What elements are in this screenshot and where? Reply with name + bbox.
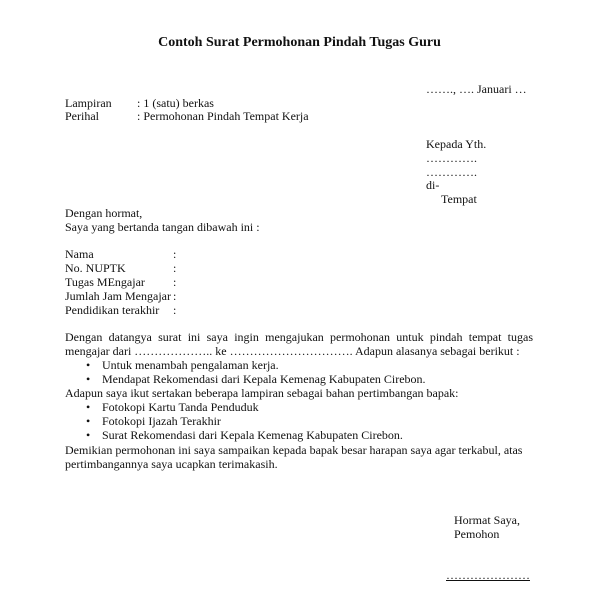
list-item-text: Fotokopi Kartu Tanda Penduduk (102, 400, 259, 414)
field-label: Tugas MEngajar (65, 275, 145, 289)
list-item (86, 358, 426, 372)
list-item (86, 428, 403, 442)
field-row (65, 261, 176, 275)
field-colon: : (173, 275, 177, 289)
meta-label: Perihal (65, 109, 99, 123)
meta-value: : 1 (satu) berkas (137, 96, 214, 110)
bullet-icon: • (86, 358, 91, 372)
list-item-text: Surat Rekomendasi dari Kepala Kemenag Kabupaten Cirebon. (102, 428, 403, 442)
list-item-text: Fotokopi Ijazah Terakhir (102, 414, 221, 428)
recipient-line1: Kepada Yth. (426, 137, 487, 151)
date-line: ……., …. Januari … (426, 82, 527, 96)
list-item-text: Untuk menambah pengalaman kerja. (102, 358, 279, 372)
greeting: Dengan hormat, (65, 206, 143, 220)
field-label: Nama (65, 247, 94, 261)
letter-title: Contoh Surat Permohonan Pindah Tugas Guru (158, 35, 441, 50)
field-colon: : (173, 261, 177, 275)
reasons-list (86, 358, 426, 386)
field-colon: : (173, 289, 177, 303)
list-item (86, 400, 403, 414)
bullet-icon: • (86, 372, 91, 386)
list-item-text: Mendapat Rekomendasi dari Kepala Kemenag Kabupaten Cirebon. (102, 372, 426, 386)
paragraph1-line2: mengajar dari ……………….. ke …………………………. Adapun alasanya sebagai berikut : (65, 344, 520, 358)
field-row (65, 303, 176, 317)
field-label: Jumlah Jam Mengajar (65, 289, 171, 303)
closing-line1: Demikian permohonan ini saya sampaikan kepada bapak besar harapan saya agar terkabul, atas (65, 443, 523, 457)
field-label: No. NUPTK (65, 261, 126, 275)
paragraph1-line1: Dengan datangya surat ini saya ingin mengajukan permohonan untuk pindah tempat tugas (65, 330, 533, 344)
field-label: Pendidikan terakhir (65, 303, 160, 317)
bullet-icon: • (86, 400, 91, 414)
meta-value: : Permohonan Pindah Tempat Kerja (137, 109, 309, 123)
meta-perihal (65, 109, 309, 123)
field-row (65, 275, 176, 289)
field-colon: : (173, 247, 177, 261)
recipient-line4: di- (426, 178, 440, 192)
list-item (86, 372, 426, 386)
signature-line: ………………… (446, 568, 530, 582)
recipient-line2: …………. (426, 151, 477, 165)
bullet-icon: • (86, 428, 91, 442)
field-row (65, 247, 176, 261)
field-row (65, 289, 176, 303)
recipient-line5: Tempat (441, 192, 477, 206)
attachments-list (86, 400, 403, 442)
bullet-icon: • (86, 414, 91, 428)
meta-lampiran (65, 96, 214, 110)
recipient-line3: …………. (426, 165, 477, 179)
signature-role: Pemohon (454, 527, 500, 541)
list-item (86, 414, 403, 428)
closing-line2: pertimbangannya saya ucapkan terimakasih. (65, 457, 278, 471)
field-colon: : (173, 303, 177, 317)
intro: Saya yang bertanda tangan dibawah ini : (65, 220, 260, 234)
meta-label: Lampiran (65, 96, 112, 110)
signature-greeting: Hormat Saya, (454, 513, 520, 527)
attachments-intro: Adapun saya ikut sertakan beberapa lampiran sebagai bahan pertimbangan bapak: (65, 386, 459, 400)
